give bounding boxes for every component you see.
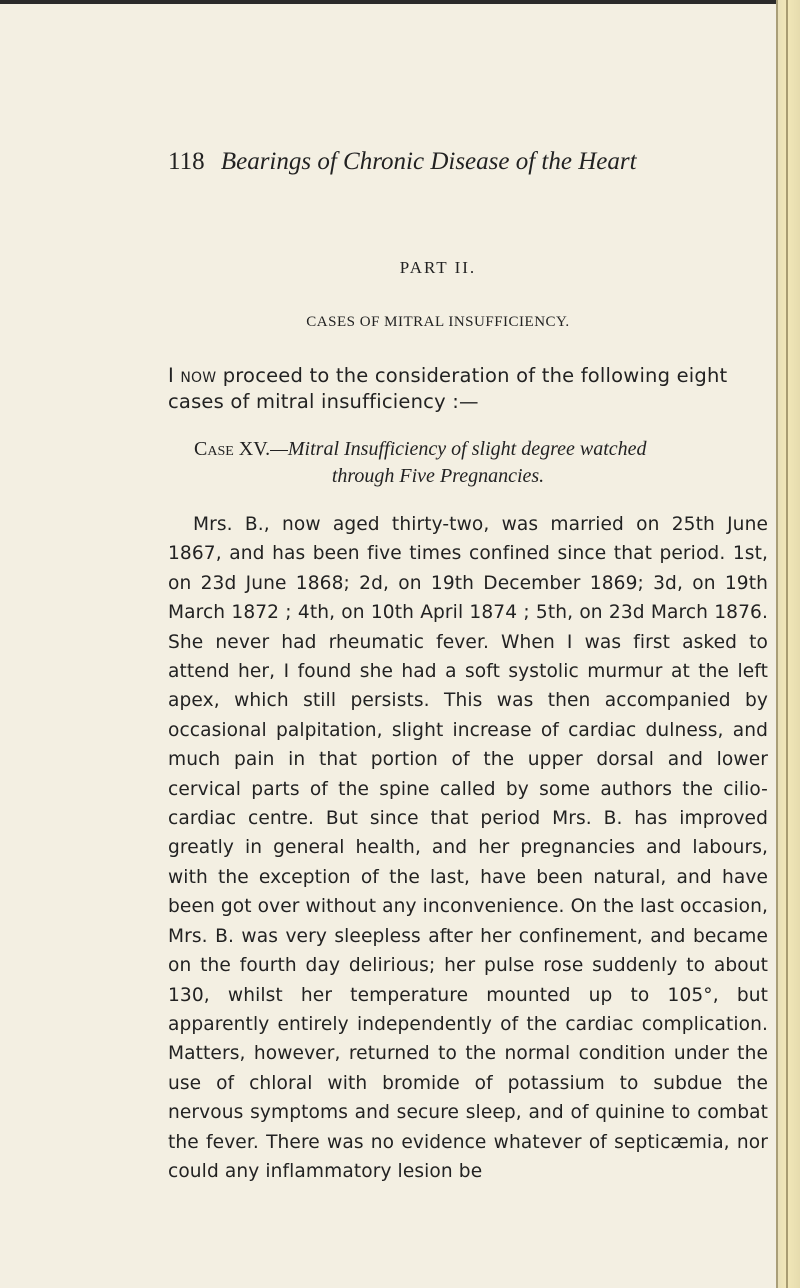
intro-small-caps: now [180, 364, 217, 387]
case-heading [168, 436, 768, 490]
page-top-edge [0, 0, 800, 4]
case-label: Case XV. [194, 438, 271, 460]
page-number: 118 [168, 148, 205, 175]
intro-rest: proceed to the consideration of the following eight cases of mitral insufficiency :— [168, 364, 728, 413]
running-head [168, 146, 728, 178]
intro-first-word: I [168, 364, 174, 387]
part-title: PART II. [399, 258, 477, 277]
running-title: Bearings of Chronic Disease of the Heart [220, 148, 637, 175]
section-title: CASES OF MITRAL INSUFFICIENCY. [306, 314, 570, 330]
case-body-paragraph: Mrs. B., now aged thirty-two, was married on 25th June 1867, and has been five times confined since that period. 1st, on 23d June 1868; 2d, on 19th December 1869; 3d, on 19th March 1872 ; 4th, on 10th April 1874 ; 5th, on 23d March 1876. She never had rheumatic fever. When I was first asked to attend her, I found she had a soft systolic murmur at the left apex, which still persists. This was then accompanied by occasional palpitation, slight increase of cardiac dulness, and much pain in that portion of the upper dorsal and lower cervical parts of the spine called by some authors the cilio-cardiac centre. But since that period Mrs. B. has improved greatly in general health, and her pregnancies and labours, with the exception of the last, have been natural, and have been got over without any inconvenience. On the last occasion, Mrs. B. was very sleepless after her confinement, and became on the fourth day delirious; her pulse rose suddenly to about 130, whilst her temperature mounted up to 105°, but apparently entirely independently of the cardiac complication. Matters, however, returned to the normal condition under the use of chloral with bromide of potassium to subdue the nervous symptoms and secure sleep, and of quinine to combat the fever. There was no evidence whatever of septicæmia, nor could any inflammatory lesion be [168, 514, 769, 1182]
case-subtitle-line1: —Mitral Insufficiency of slight degree watched [270, 438, 647, 460]
binding-line [786, 0, 788, 1288]
intro-paragraph [168, 363, 768, 415]
case-subtitle-line2: through Five Pregnancies. [331, 465, 545, 487]
page-right-edge [776, 0, 800, 1288]
